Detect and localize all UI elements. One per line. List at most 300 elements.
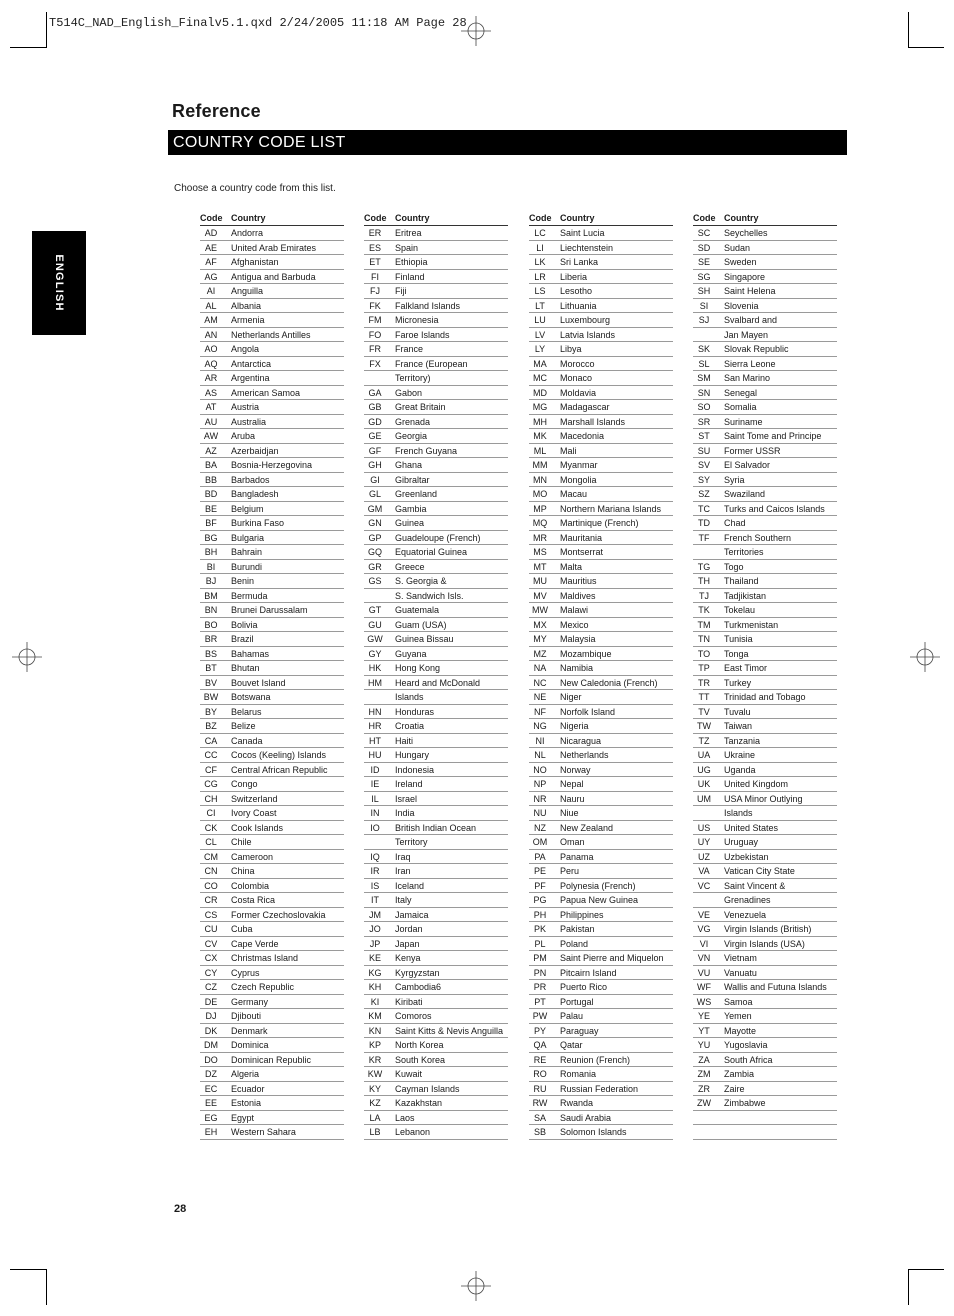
- country-name: El Salvador: [724, 460, 771, 470]
- country-name: Libya: [560, 344, 582, 354]
- table-row: [693, 1125, 837, 1140]
- country-code: ST: [698, 431, 710, 441]
- country-code: MZ: [533, 648, 547, 659]
- country-name: Colombia: [231, 880, 270, 891]
- table-row: [200, 748, 344, 763]
- table-row: [364, 589, 508, 604]
- country-code: BG: [204, 532, 218, 543]
- country-name: Guinea: [395, 518, 425, 528]
- country-code: YT: [698, 1025, 710, 1036]
- table-row: [693, 850, 837, 865]
- page-number: 28: [174, 1203, 187, 1215]
- country-name: Belize: [231, 721, 256, 731]
- country-name: Spain: [395, 242, 419, 253]
- table-row: [364, 371, 508, 386]
- country-name: Netherlands Antilles: [231, 329, 311, 340]
- country-code: NA: [533, 663, 547, 673]
- country-name: Tonga: [724, 648, 749, 659]
- country-code: GP: [368, 532, 382, 543]
- country-code: TT: [698, 692, 710, 702]
- table-row: [200, 574, 344, 589]
- country-code: FX: [369, 358, 381, 369]
- country-name: Kenya: [395, 953, 421, 963]
- table-row: [693, 415, 837, 430]
- country-name: France (European: [395, 358, 468, 369]
- table-row: [529, 241, 673, 256]
- country-code: SG: [697, 271, 711, 282]
- country-name: United States: [724, 822, 779, 833]
- country-code: PA: [534, 851, 546, 862]
- table-row: [364, 284, 508, 299]
- table-row: [693, 995, 837, 1010]
- country-code: [693, 545, 715, 559]
- country-name: Moldavia: [560, 387, 597, 398]
- country-code: FR: [369, 344, 381, 354]
- country-name: Honduras: [395, 706, 435, 717]
- country-code: [364, 690, 386, 704]
- country-name: Marshall Islands: [560, 416, 626, 427]
- country-name: Italy: [395, 895, 412, 905]
- country-code: SZ: [698, 489, 710, 499]
- table-row: [529, 821, 673, 836]
- country-name: Heard and McDonald: [395, 677, 481, 688]
- country-name: Kazakhstan: [395, 1098, 443, 1108]
- country-code: TV: [698, 706, 710, 717]
- country-name: Mayotte: [724, 1025, 757, 1036]
- country-code: RU: [533, 1083, 547, 1094]
- country-name: Luxembourg: [560, 315, 611, 325]
- country-code: BJ: [205, 576, 217, 586]
- country-name: Sri Lanka: [560, 257, 599, 267]
- table-row: [364, 545, 508, 560]
- table-row: [364, 632, 508, 647]
- header-code: Code: [693, 213, 716, 223]
- country-code: SE: [697, 257, 710, 267]
- country-name: Suriname: [724, 416, 763, 427]
- country-code: YU: [697, 1040, 711, 1050]
- country-code: HN: [368, 706, 382, 717]
- table-row: [693, 1038, 837, 1053]
- country-name: Iran: [395, 866, 411, 876]
- country-name: Former USSR: [724, 445, 781, 456]
- country-code: ET: [369, 257, 381, 267]
- country-name: Kuwait: [395, 1069, 423, 1079]
- country-code: TC: [698, 503, 710, 514]
- country-code: SB: [533, 1127, 546, 1137]
- country-name: Malawi: [560, 605, 589, 615]
- country-code: GQ: [367, 547, 382, 557]
- country-name: Russian Federation: [560, 1083, 639, 1094]
- country-code: AO: [204, 344, 218, 354]
- country-code: JP: [369, 938, 381, 949]
- table-row: [364, 705, 508, 720]
- country-name: Saint Tome and Principe: [724, 431, 822, 441]
- table-row: [529, 719, 673, 734]
- country-code: ZM: [697, 1069, 711, 1079]
- country-code: [364, 589, 386, 603]
- country-code: PF: [534, 880, 546, 891]
- country-code: DJ: [205, 1011, 217, 1021]
- country-name: Taiwan: [724, 721, 753, 731]
- country-name: Equatorial Guinea: [395, 547, 468, 557]
- country-code: MN: [533, 474, 547, 485]
- table-row: [529, 937, 673, 952]
- table-row: [364, 1082, 508, 1097]
- country-name: Bhutan: [231, 663, 260, 673]
- table-row: [693, 748, 837, 763]
- header-country: Country: [724, 213, 759, 223]
- code-column-1: [200, 212, 344, 1140]
- header-country: Country: [560, 213, 595, 223]
- table-row: [529, 400, 673, 415]
- country-code: GL: [368, 489, 381, 499]
- country-code: SA: [533, 1112, 546, 1123]
- country-code: ML: [533, 445, 547, 456]
- country-code: NC: [533, 677, 547, 688]
- section-title: Reference: [172, 101, 261, 121]
- country-name: Seychelles: [724, 228, 768, 238]
- country-name: Laos: [395, 1112, 415, 1123]
- slug-line: T514C_NAD_English_Finalv5.1.qxd 2/24/2005 11:18 AM Page 28: [49, 16, 467, 30]
- table-row: [529, 1111, 673, 1126]
- country-name: USA Minor Outlying: [724, 793, 803, 804]
- table-row: [200, 226, 344, 241]
- country-name: Norway: [560, 764, 591, 775]
- country-code: [693, 1125, 715, 1139]
- country-code: PW: [532, 1011, 548, 1021]
- table-row: [364, 299, 508, 314]
- country-code: AG: [204, 271, 218, 282]
- table-row: [364, 1096, 508, 1111]
- country-code: TD: [698, 518, 710, 528]
- country-code: AI: [206, 286, 216, 296]
- country-code: CN: [204, 866, 218, 876]
- country-name: Sierra Leone: [724, 358, 776, 369]
- country-name: Nauru: [560, 793, 585, 804]
- country-code: GT: [368, 605, 382, 615]
- country-name: Liberia: [560, 271, 588, 282]
- table-row: [529, 763, 673, 778]
- crop-mark: [10, 47, 46, 48]
- country-code: LC: [534, 228, 546, 238]
- table-row: [693, 400, 837, 415]
- country-name: Niue: [560, 808, 579, 818]
- country-name: Grenada: [395, 416, 431, 427]
- table-row: [200, 415, 344, 430]
- country-name: Botswana: [231, 692, 271, 702]
- table-row: [200, 1009, 344, 1024]
- country-name: Cyprus: [231, 967, 260, 978]
- country-code: [364, 371, 386, 385]
- header-country: Country: [231, 213, 266, 223]
- country-name: Macedonia: [560, 431, 605, 441]
- country-code: VE: [697, 909, 710, 920]
- country-name: Turkmenistan: [724, 619, 779, 630]
- country-name: Lesotho: [560, 286, 593, 296]
- table-row: [529, 473, 673, 488]
- country-name: Guyana: [395, 648, 427, 659]
- country-code: [693, 1111, 715, 1125]
- country-name: Malaysia: [560, 634, 596, 644]
- country-code: SK: [697, 344, 710, 354]
- country-code: DE: [204, 996, 218, 1007]
- table-row: [200, 458, 344, 473]
- crop-mark: [908, 12, 909, 48]
- country-name: Vietnam: [724, 953, 757, 963]
- table-row: [364, 893, 508, 908]
- table-row: [200, 806, 344, 821]
- country-name: Ivory Coast: [231, 808, 277, 818]
- country-name: Northern Mariana Islands: [560, 503, 662, 514]
- country-code: SC: [697, 228, 711, 238]
- table-row: [364, 342, 508, 357]
- country-code: UZ: [698, 851, 710, 862]
- country-code: AL: [205, 300, 217, 311]
- country-code: BH: [204, 547, 218, 557]
- country-code: AF: [205, 257, 217, 267]
- table-row: [693, 560, 837, 575]
- code-column-3: [529, 212, 673, 1140]
- country-name: Philippines: [560, 909, 604, 920]
- country-code: UA: [697, 750, 711, 760]
- table-row: [364, 937, 508, 952]
- country-code: LY: [534, 344, 546, 354]
- country-name: Myanmar: [560, 460, 598, 470]
- country-code: [693, 806, 715, 820]
- country-code: MU: [533, 576, 547, 586]
- country-code: ID: [370, 764, 380, 775]
- country-name: China: [231, 866, 255, 876]
- table-row: [693, 792, 837, 807]
- country-name: Costa Rica: [231, 895, 276, 905]
- country-code: GW: [367, 634, 383, 644]
- country-name: Iceland: [395, 880, 425, 891]
- table-row: [364, 444, 508, 459]
- country-name: Great Britain: [395, 402, 446, 412]
- country-name: S. Sandwich Isls.: [395, 590, 464, 601]
- country-name: Uzbekistan: [724, 851, 769, 862]
- country-name: Madagascar: [560, 402, 610, 412]
- table-row: [693, 980, 837, 995]
- country-code: AU: [204, 416, 218, 427]
- country-name: Nicaragua: [560, 735, 602, 746]
- country-code: UY: [697, 837, 711, 847]
- table-row: [200, 1125, 344, 1140]
- country-code: BF: [205, 518, 217, 528]
- table-row: [364, 516, 508, 531]
- country-name: Slovak Republic: [724, 344, 789, 354]
- country-name: [715, 1111, 724, 1125]
- country-code: SM: [697, 373, 711, 383]
- country-name: Uruguay: [724, 837, 759, 847]
- country-name: Yugoslavia: [724, 1040, 768, 1050]
- country-code: TH: [698, 576, 710, 586]
- country-name: Trinidad and Tobago: [724, 692, 806, 702]
- country-name: Niger: [560, 692, 582, 702]
- country-code: LV: [534, 329, 546, 340]
- country-code: GH: [368, 460, 382, 470]
- country-code: AD: [204, 228, 218, 238]
- table-row: [364, 806, 508, 821]
- country-name: Argentina: [231, 373, 270, 383]
- country-name: Islands: [724, 808, 753, 818]
- country-code: MW: [532, 605, 548, 615]
- country-name: Venezuela: [724, 909, 767, 920]
- country-name: Djibouti: [231, 1011, 262, 1021]
- country-code: HR: [368, 721, 382, 731]
- column-header: [200, 212, 344, 226]
- table-row: [693, 922, 837, 937]
- table-row: [693, 328, 837, 343]
- country-name: Christmas Island: [231, 953, 299, 963]
- country-name: Cambodia6: [395, 982, 442, 992]
- country-code: HK: [368, 663, 382, 673]
- country-code: [693, 893, 715, 907]
- table-row: [200, 879, 344, 894]
- table-row: [364, 966, 508, 981]
- country-code: CS: [204, 909, 218, 920]
- country-code: KY: [368, 1083, 381, 1094]
- registration-mark-icon: [459, 14, 493, 48]
- country-code: KW: [367, 1069, 383, 1079]
- country-code: RE: [533, 1054, 547, 1065]
- country-name: Kyrgyzstan: [395, 967, 440, 978]
- country-code: NF: [534, 706, 546, 717]
- table-row: [529, 951, 673, 966]
- table-row: [693, 734, 837, 749]
- country-code: GR: [368, 561, 382, 572]
- country-code: CI: [206, 808, 216, 818]
- country-name: Iraq: [395, 851, 411, 862]
- country-name: Barbados: [231, 474, 270, 485]
- country-name: Finland: [395, 271, 425, 282]
- table-row: [200, 647, 344, 662]
- country-name: Romania: [560, 1069, 597, 1079]
- country-code: PN: [533, 967, 547, 978]
- table-row: [529, 371, 673, 386]
- country-name: Israel: [395, 793, 418, 804]
- country-name: East Timor: [724, 663, 768, 673]
- table-row: [529, 313, 673, 328]
- country-name: Pakistan: [560, 924, 595, 934]
- country-name: S. Georgia &: [395, 576, 447, 586]
- table-row: [693, 835, 837, 850]
- country-code: AM: [204, 315, 218, 325]
- table-row: [529, 1067, 673, 1082]
- country-name: Swaziland: [724, 489, 766, 499]
- country-name: South Korea: [395, 1054, 446, 1065]
- table-row: [200, 502, 344, 517]
- country-name: Denmark: [231, 1025, 268, 1036]
- country-name: Polynesia (French): [560, 880, 636, 891]
- country-code: LT: [535, 300, 545, 311]
- country-code: BO: [204, 619, 218, 630]
- table-row: [529, 1053, 673, 1068]
- registration-mark-icon: [10, 640, 44, 674]
- table-row: [364, 821, 508, 836]
- country-name: Georgia: [395, 431, 428, 441]
- country-code: TZ: [698, 735, 710, 746]
- country-name: Austria: [231, 402, 260, 412]
- country-code: PR: [533, 982, 547, 992]
- table-row: [529, 922, 673, 937]
- country-code: GN: [368, 518, 382, 528]
- table-row: [529, 1009, 673, 1024]
- table-row: [200, 676, 344, 691]
- table-row: [693, 1009, 837, 1024]
- table-row: [529, 879, 673, 894]
- country-code: LK: [534, 257, 546, 267]
- country-name: Western Sahara: [231, 1127, 296, 1137]
- table-row: [364, 995, 508, 1010]
- table-row: [693, 632, 837, 647]
- country-code: AW: [203, 431, 219, 441]
- country-name: Croatia: [395, 721, 425, 731]
- country-code: AN: [204, 329, 218, 340]
- country-name: Belgium: [231, 503, 264, 514]
- country-name: Bolivia: [231, 619, 258, 630]
- country-name: Ireland: [395, 779, 423, 789]
- table-row: [529, 1024, 673, 1039]
- country-name: Aruba: [231, 431, 256, 441]
- table-row: [693, 1082, 837, 1097]
- country-code: BT: [205, 663, 217, 673]
- table-row: [200, 560, 344, 575]
- country-name: Mozambique: [560, 648, 612, 659]
- country-code: MG: [532, 402, 548, 412]
- table-row: [364, 922, 508, 937]
- country-name: Falkland Islands: [395, 300, 461, 311]
- table-row: [364, 429, 508, 444]
- table-row: [693, 893, 837, 908]
- country-code: MX: [533, 619, 547, 630]
- country-name: Somalia: [724, 402, 757, 412]
- country-code: CC: [204, 750, 218, 760]
- table-row: [693, 444, 837, 459]
- country-name: Bouvet Island: [231, 677, 286, 688]
- table-row: [529, 893, 673, 908]
- table-row: [200, 1111, 344, 1126]
- country-name: Dominican Republic: [231, 1054, 312, 1065]
- country-name: Cook Islands: [231, 822, 284, 833]
- country-name: United Kingdom: [724, 779, 789, 789]
- country-code: PG: [533, 895, 547, 905]
- table-row: [364, 603, 508, 618]
- country-name: Pitcairn Island: [560, 967, 617, 978]
- country-name: Islands: [395, 692, 424, 702]
- country-name: Afghanistan: [231, 257, 279, 267]
- country-name: Namibia: [560, 663, 594, 673]
- country-name: Wallis and Futuna Islands: [724, 982, 827, 992]
- country-code: AZ: [205, 445, 217, 456]
- table-row: [529, 632, 673, 647]
- table-row: [693, 821, 837, 836]
- country-code: KG: [368, 967, 382, 978]
- country-name: Tunisia: [724, 634, 753, 644]
- header-code: Code: [200, 213, 223, 223]
- table-row: [693, 777, 837, 792]
- country-code: BD: [204, 489, 218, 499]
- column-header: [364, 212, 508, 226]
- table-row: [364, 980, 508, 995]
- country-name: Switzerland: [231, 793, 278, 804]
- country-code: YE: [697, 1011, 710, 1021]
- country-name: Antigua and Barbuda: [231, 271, 316, 282]
- table-row: [529, 429, 673, 444]
- country-code: ER: [368, 228, 382, 238]
- country-code: IN: [370, 808, 380, 818]
- table-row: [200, 1038, 344, 1053]
